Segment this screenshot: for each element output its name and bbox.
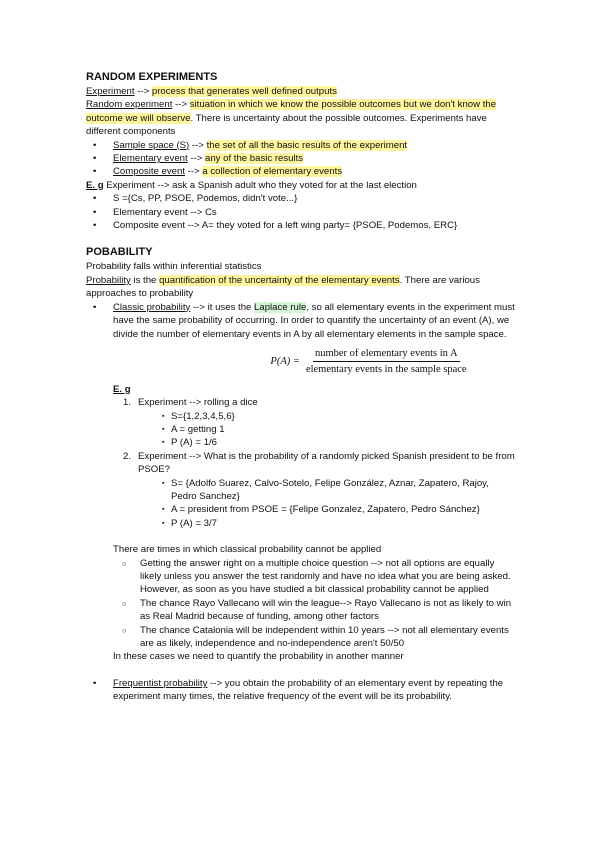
sub-list [138, 410, 516, 450]
list-item: • Elementary event --> Cs [86, 206, 516, 219]
term-experiment: Experiment [86, 86, 135, 97]
list-item: • Composite event --> a collection of elementary events [86, 165, 516, 178]
list-item: 1. Experiment --> rolling a dice ▪ S={1,2,3,4,5,6} ▪ A = getting 1 ▪ P (A) = 1/6 [113, 396, 516, 450]
approaches-list [86, 301, 516, 704]
document-page [86, 70, 516, 704]
cannot-apply-intro: There are times in which classical probability cannot be applied [113, 544, 382, 556]
eg-label: E. g [113, 383, 131, 395]
random-experiment-definition: Random experiment --> situation in which we know the possible outcomes but we don't know the outcome we will observe. There is uncertainty about the possible outcomes. Experiments have different components [86, 99, 497, 138]
list-item: ▪ S= {Adolfo Suarez, Calvo-Sotelo, Felipe González, Aznar, Zapatero, Rajoy, Pedro Sanchez} [138, 477, 516, 504]
cannot-apply-list [113, 557, 516, 651]
cannot-apply-outro: In these cases we need to quantify the probability in another manner [113, 651, 404, 663]
laplace-formula [223, 347, 516, 377]
formula-lhs: P(A) = [270, 356, 300, 368]
list-item: ▪ P (A) = 3/7 [138, 517, 516, 530]
examples-list [113, 396, 516, 530]
section-title-probability: POBABILITY [86, 246, 153, 259]
eg-label: E. g [86, 179, 104, 191]
components-list [86, 139, 516, 179]
highlight-experiment-def: process that generates well defined outputs [151, 86, 337, 97]
formula-numerator: number of elementary events in A [313, 347, 460, 362]
highlight-laplace-rule: Laplace rule [254, 301, 307, 313]
term-random-experiment: Random experiment [86, 99, 173, 111]
list-item: ▪ A = president from PSOE = {Felipe Gonzalez, Zapatero, Pedro Sánchez} [138, 503, 516, 516]
list-item: ▪ S={1,2,3,4,5,6} [138, 410, 516, 423]
list-item: ○ The chance Catalonia will be independent within 10 years --> not all elementary events are as likely, independence and no-independence aren't 50/50 [113, 624, 516, 651]
list-item: ○ Getting the answer right on a multiple choice question --> not all options are equally likely unless you answer the test randomly and have no idea what you are being asked. However, as soon as you have studied a bit classical probability cannot be applied [113, 557, 516, 597]
experiment-definition: Experiment --> process that generates well defined outputs [86, 86, 337, 97]
list-item: • Composite event --> A= they voted for a left wing party= {PSOE, Podemos, ERC} [86, 219, 516, 232]
probability-intro: Probability falls within inferential statistics [86, 261, 262, 273]
formula-fraction [304, 347, 469, 377]
formula-denominator: elementary events in the sample space [305, 364, 467, 376]
probability-definition: Probability is the quantification of the uncertainty of the elementary events. There are various approaches to probability [86, 274, 480, 300]
list-item: ▪ A = getting 1 [138, 423, 516, 436]
list-item: • S ={Cs, PP, PSOE, Podemos, didn't vote...} [86, 192, 516, 205]
sub-list [138, 477, 516, 531]
list-item: • Sample space (S) --> the set of all the basic results of the experiment [86, 139, 516, 152]
example-line: E. g Experiment --> ask a Spanish adult who they voted for at the last election [86, 179, 417, 191]
list-item: ○ The chance Rayo Vallecano will win the league--> Rayo Vallecano is not as likely to win as Real Madrid because of funding, among other factors [113, 597, 516, 624]
list-item-frequentist-probability: • Frequentist probability --> you obtain the probability of an elementary event by repeating the experiment many times, the relative frequency of the event will be its probability. [86, 677, 516, 704]
highlight-random-experiment-def: situation in which we know the possible outcomes but we don't know the outcome we will observe [86, 99, 497, 124]
list-item-classic-probability: • Classic probability --> it uses the Laplace rule, so all elementary events in the experiment must have the same probability of occurring. In order to quantify the uncertainty of an event (A), we divide the number of elementary events in A by all elementary elements in the sample space. P(A) = $\frac{\text{number of elementary events in A}}{\text{elementary events in the sample space}}$ E. g 1. Experiment --> rolling a dice ▪ S={1,2,3,4,5,6} ▪ A = getting 1 ▪ P (A) = 1/6 2. Experiment --> What is the probability of a randomly picked Spanish president to be from PSOE? ▪ S= {Adolfo Suarez, Calvo-Sotelo, Felipe González, Aznar, Zapatero, Rajoy, Pedro Sanchez} ▪ A = president from PSOE = {Felipe Gonzalez, Zapatero, Pedro Sánchez} ▪ P (A) = 3/7 There are times in which classical probability cannot be applied ○ Getting the answer right on a multiple choice question --> not all options are equally likely unless you answer the test randomly and have no idea what you are being asked. However, as soon as you have studied a bit classical probability cannot be applied ○ The chance Rayo Vallecano will win the league--> Rayo Vallecano is not as likely to win as Real Madrid because of funding, among other factors ○ The chance Catalonia will be independent within 10 years --> not all elementary events are as likely, independence and no-independence aren't 50/50 In these cases we need to quantify the probability in another manner [86, 301, 516, 664]
list-item: • Elementary event --> any of the basic results [86, 152, 516, 165]
list-item: ▪ P (A) = 1/6 [138, 436, 516, 449]
example-items-list [86, 192, 516, 232]
list-item: 2. Experiment --> What is the probability of a randomly picked Spanish president to be from PSOE? ▪ S= {Adolfo Suarez, Calvo-Sotelo, Felipe González, Aznar, Zapatero, Rajoy, Pedro Sanchez} ▪ A = president from PSOE = {Felipe Gonzalez, Zapatero, Pedro Sánchez} ▪ P (A) = 3/7 [113, 450, 516, 530]
section-title-random-experiments: RANDOM EXPERIMENTS [86, 71, 218, 83]
